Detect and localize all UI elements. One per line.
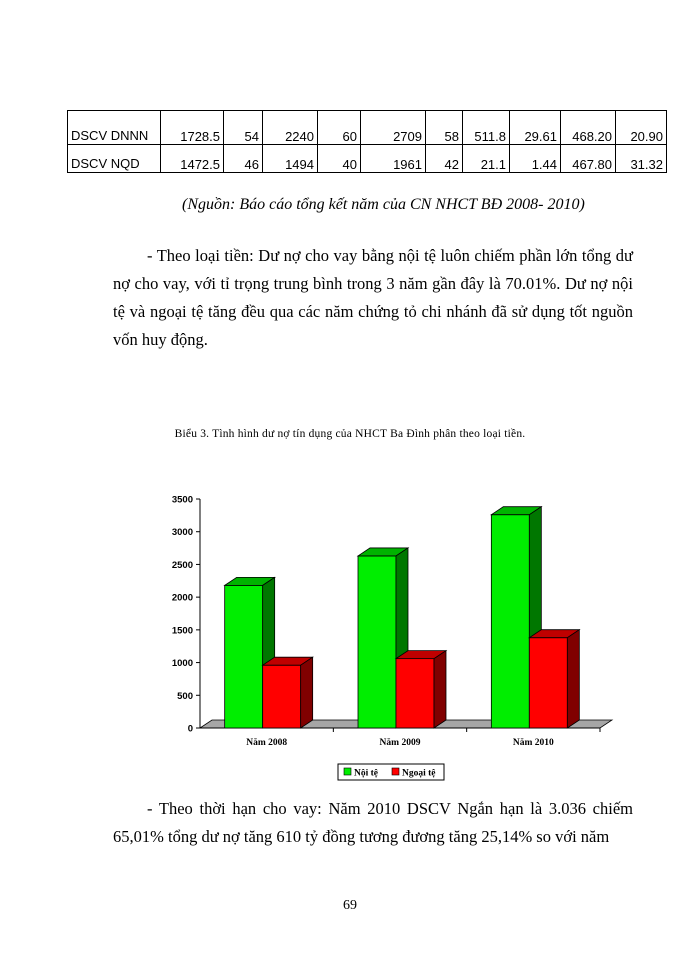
table-cell: 31.32 (616, 145, 667, 173)
legend-label: Ngoại tệ (402, 768, 436, 779)
y-tick-label: 2000 (171, 592, 193, 604)
table-source: (Nguồn: Báo cáo tổng kết năm của CN NHCT BĐ 2008- 2010) (182, 196, 585, 213)
y-tick-label: 3000 (171, 527, 193, 539)
bar-side (301, 657, 313, 728)
legend-swatch (344, 768, 351, 775)
legend-swatch (392, 768, 399, 775)
table-cell: 54 (224, 111, 263, 145)
bar-side (434, 651, 446, 728)
y-tick-label: 2500 (171, 559, 193, 571)
table-cell: 511.8 (463, 111, 510, 145)
table-cell: 60 (318, 111, 361, 145)
y-tick-label: 500 (177, 690, 193, 702)
bar-ngoai-te (263, 665, 301, 728)
table-cell: 58 (426, 111, 463, 145)
bar-noi-te (225, 585, 263, 728)
y-tick-label: 1000 (171, 658, 193, 670)
table-cell: 1.44 (510, 145, 561, 173)
table-cell: 20.90 (616, 111, 667, 145)
table-cell: 1472.5 (161, 145, 224, 173)
row-label: DSCV NQD (68, 145, 161, 173)
table-cell: 1728.5 (161, 111, 224, 145)
bar-ngoai-te (396, 659, 434, 728)
x-tick-label: Năm 2009 (379, 738, 421, 748)
chart-caption: Biểu 3. Tình hình dư nợ tín dụng của NHCT Ba Đình phân theo loại tiền. (174, 428, 526, 440)
bar-noi-te (358, 556, 396, 728)
bar-noi-te (491, 515, 529, 728)
table-cell: 1494 (263, 145, 318, 173)
table-cell: 468.20 (561, 111, 616, 145)
x-tick-label: Năm 2010 (512, 738, 554, 748)
y-tick-label: 1500 (171, 625, 193, 637)
table-cell: 1961 (361, 145, 426, 173)
table-cell: 21.1 (463, 145, 510, 173)
bar-ngoai-te (529, 638, 567, 728)
y-tick-label: 0 (187, 723, 193, 735)
page-number: 69 (343, 898, 357, 913)
table-cell: 40 (318, 145, 361, 173)
table-cell: 467.80 (561, 145, 616, 173)
table-cell: 46 (224, 145, 263, 173)
table-cell: 29.61 (510, 111, 561, 145)
table-cell: 2709 (361, 111, 426, 145)
table-cell: 2240 (263, 111, 318, 145)
row-label: DSCV DNNN (68, 111, 161, 145)
paragraph-currency: - Theo loại tiền: Dư nợ cho vay bằng nội tệ luôn chiếm phần lớn tổng dư nợ cho vay, với tỉ trọng trung bình trong 3 năm gần đây là 70.01%. Dư nợ nội tệ và ngoại tệ tăng đều qua các năm chứng tỏ chi nhánh đã sử dụng tốt nguồn vốn huy động. (113, 246, 633, 349)
x-tick-label: Năm 2008 (246, 738, 288, 748)
legend-label: Nội tệ (354, 768, 379, 779)
paragraph-term: - Theo thời hạn cho vay: Năm 2010 DSCV Ngắn hạn là 3.036 chiếm 65,01% tổng dư nợ tăng 610 tỷ đồng tương đương tăng 25,14% so với năm (113, 799, 633, 846)
y-tick-label: 3500 (171, 494, 193, 506)
table-cell: 42 (426, 145, 463, 173)
bar-side (567, 630, 579, 728)
